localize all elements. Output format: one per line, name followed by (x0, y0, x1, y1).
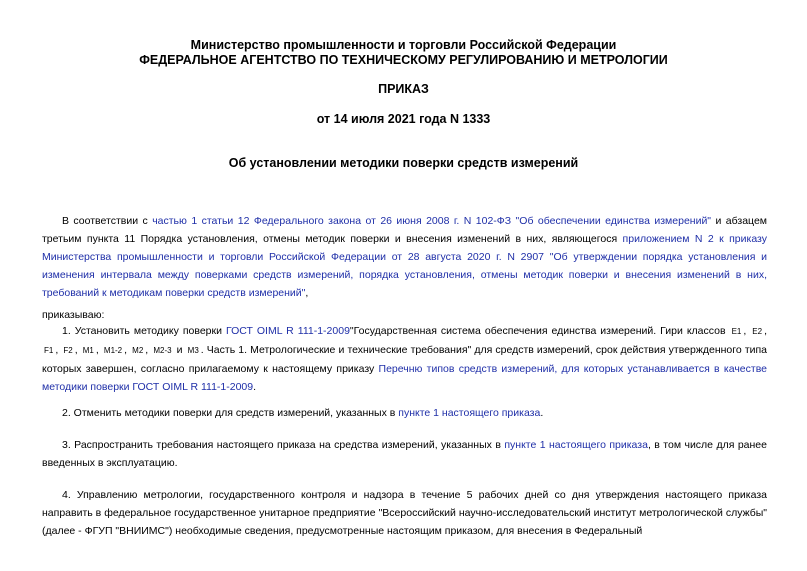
appendix-order-link[interactable]: приложением N 2 к приказу Министерства промышленности и торговли Российской Федерации от 28 августа 2020 г. N 2907 "Об утверждении порядка установления и изменения интервала между поверками средств измерений, порядка установления, отмены методик поверки и внесения изменений в них, требований к методикам поверки средств измерений" (42, 233, 767, 299)
ministry-name: Министерство промышленности и торговли Российской Федерации (190, 38, 617, 52)
item-1-text-1: 1. Установить методику поверки (62, 325, 226, 337)
item-2-paragraph (42, 404, 767, 422)
item-1-text-3: . Часть 1. Метрологические и технические требования" для средств измерений, срок действия утвержденного типа которых завершен, согласно прилагаемому к настоящему приказу (42, 344, 768, 375)
item-3-text-1: 3. Распространить требования настоящего приказа на средства измерений, указанных в (62, 439, 505, 451)
item-1-ref-link[interactable]: пункте 1 настоящего приказа (398, 407, 541, 419)
types-list-link[interactable]: Перечню типов средств измерений, для которых устанавливается в качестве методики поверки ГОСТ OIML R 111-1-2009 (42, 363, 767, 393)
document-date-number: от 14 июля 2021 года N 1333 (316, 112, 491, 126)
preamble-text-2: и абзацем третьим пункта 11 Порядка установления, отмены методик поверки и внесения изменений в них, являющегося (42, 215, 768, 245)
item-2-text-1: 2. Отменить методики поверки для средств измерений, указанных в (62, 407, 399, 419)
preamble-paragraph (42, 212, 767, 302)
class-symbol: M2-3 (153, 346, 172, 355)
item-3-paragraph (42, 436, 767, 472)
document-type: ПРИКАЗ (378, 82, 429, 96)
preamble-text-3: , (305, 287, 309, 299)
item-4-paragraph: 4. Управлению метрологии, государственного контроля и надзора в течение 5 рабочих дней со дня утверждения настоящего приказа направить в федеральное государственное унитарное предприятие "Всероссийский научно-исследовательский институт метрологической службы" (далее - ФГУП "ВНИИМС") необходимые сведения, предусмотренные настоящим приказом, для внесения в Федеральный (42, 489, 767, 537)
document-title: Об установлении методики поверки средств измерений (228, 156, 579, 170)
class-symbol: F1 (44, 346, 54, 355)
item-1-text-2: "Государственная система обеспечения единства измерений. Гири классов (349, 325, 730, 337)
federal-law-link[interactable]: частью 1 статьи 12 Федерального закона от 26 июня 2008 г. N 102-ФЗ "Об обеспечении единства измерений" (152, 215, 712, 227)
item-1-paragraph: 1. Установить методику поверки ГОСТ OIML R 111-1-2009"Государственная система обеспечения единства измерений. Гири классов E1 , E2 , F1 , F2 , M1 , M1-2 , M2 , M2-3 и M3 . Часть 1. Метрологические и технические требования" для средств измерений, срок действия утвержденного типа которых завершен, согласно прилагаемому к настоящему приказу Перечню типов средств измерений, для которых устанавливается в качестве методики поверки ГОСТ OIML R 111-1-2009. (42, 325, 768, 393)
item-3-text-2: , в том числе для ранее введенных в эксплуатацию. (42, 439, 767, 469)
item-1-text-4: . (253, 381, 257, 393)
class-symbol: M3 (187, 346, 199, 355)
gost-link[interactable]: ГОСТ OIML R 111-1-2009 (225, 325, 350, 337)
class-symbol: M2 (132, 346, 144, 355)
order-word: приказываю: (42, 309, 105, 321)
agency-name: ФЕДЕРАЛЬНОЕ АГЕНТСТВО ПО ТЕХНИЧЕСКОМУ РЕГУЛИРОВАНИЮ И МЕТРОЛОГИИ (139, 53, 668, 67)
class-symbol: F2 (63, 346, 73, 355)
item-2-text-2: . (540, 407, 544, 419)
and-word: и (176, 344, 183, 356)
class-symbol: M1 (82, 346, 94, 355)
preamble-text-1: В соответствии с (62, 215, 153, 227)
class-symbol: M1-2 (103, 346, 123, 355)
class-symbol: E2 (752, 327, 763, 336)
item-1-ref-link[interactable]: пункте 1 настоящего приказа (504, 439, 648, 451)
class-symbol: E1 (731, 327, 742, 336)
